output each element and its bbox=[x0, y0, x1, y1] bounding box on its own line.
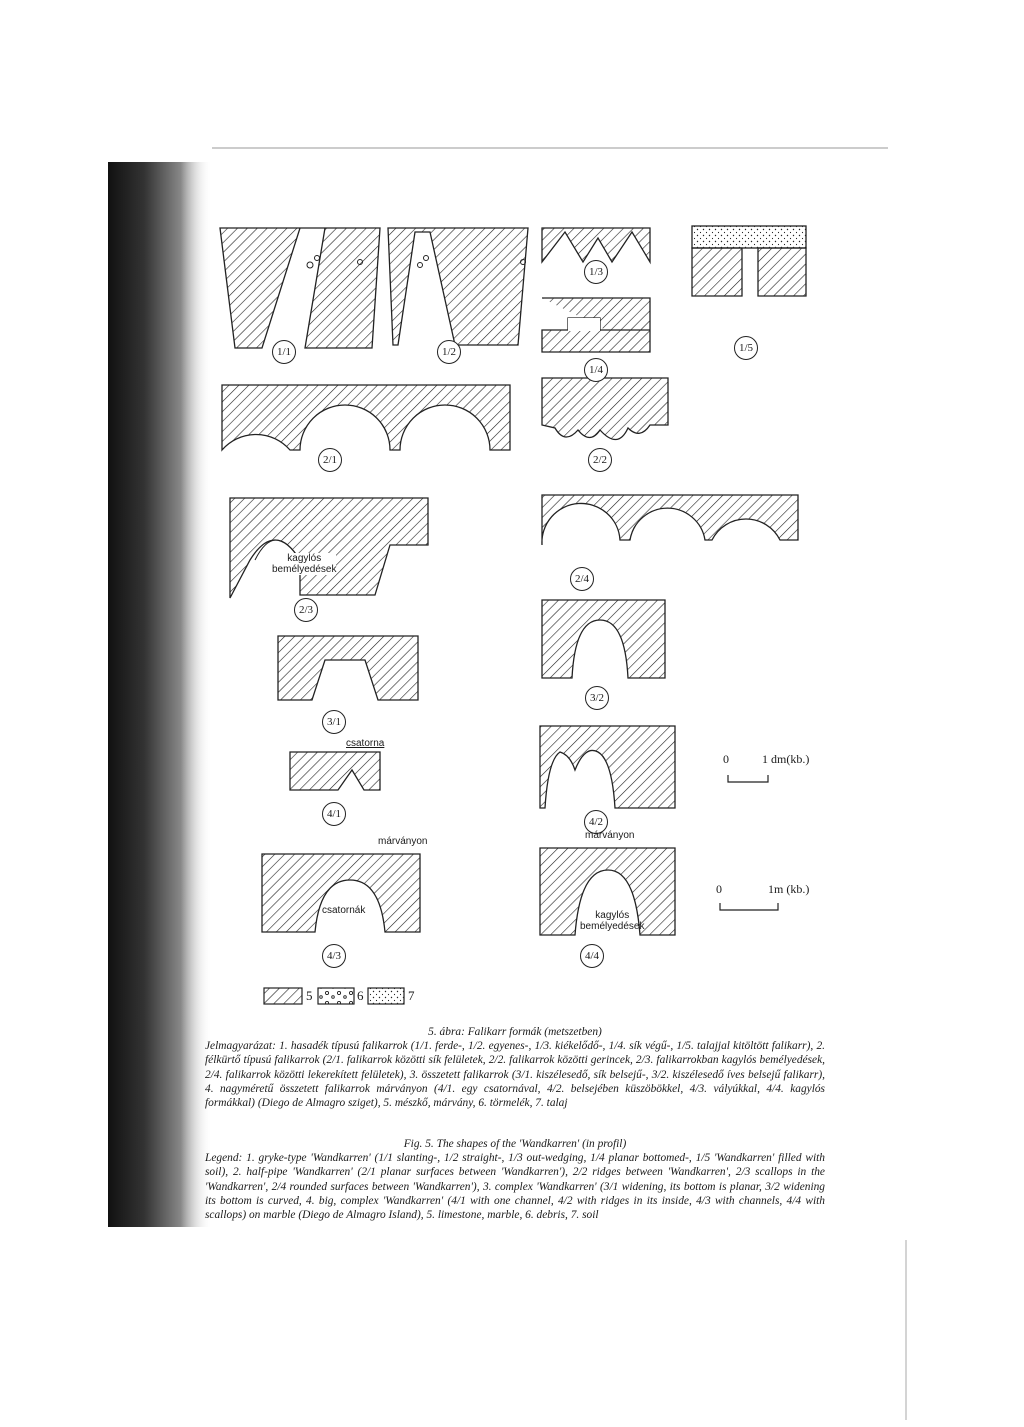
panel-label-4-3: 4/3 bbox=[322, 944, 346, 968]
caption-en-body: Legend: 1. gryke-type 'Wandkarren' (1/1 slanting-, 1/2 straight-, 1/3 out-wedging, 1/4 planar bottomed-, 1/5 'Wandkarren' filled with soil), 2. half-pipe 'Wandkarren' (2/1 planar surfaces between 'Wandkarren'), 2/2 ridges between 'Wandkarren', 2/3 scallops in the 'Wandkarren', 2/4 rounded surfaces between 'Wandkarren'), 3. complex 'Wandkarren' (3/1 widening, its bottom is planar, 3/2 widening its bottom is curved, 4. big, complex 'Wandkarren' (4/1 with one channel, 4/2 with ridges in its inside, 4/3 with channels, 4/4 with scallops) on marble (Diego de Almagro Island), 5. limestone, marble, 6. debris, 7. soil bbox=[205, 1152, 825, 1222]
panel-label-4-2: 4/2 bbox=[584, 810, 608, 834]
panel-label-2-2: 2/2 bbox=[588, 448, 612, 472]
panel-label-3-2: 3/2 bbox=[585, 686, 609, 710]
caption-hu-title: 5. ábra: Falikarr formák (metszetben) bbox=[428, 1026, 602, 1038]
legend-swatch-limestone bbox=[264, 988, 302, 1004]
annotation-csatornak: csatornák bbox=[322, 905, 366, 916]
shape-4-1 bbox=[290, 752, 380, 790]
scale-bar-m bbox=[720, 903, 778, 910]
shape-2-1 bbox=[222, 385, 510, 450]
panel-label-1-3: 1/3 bbox=[584, 260, 608, 284]
legend-swatch-debris bbox=[318, 988, 354, 1004]
shape-1-3 bbox=[542, 228, 650, 262]
panel-label-2-4: 2/4 bbox=[570, 567, 594, 591]
caption-hungarian bbox=[205, 1025, 825, 1110]
shape-1-2 bbox=[388, 228, 528, 345]
panel-label-1-4: 1/4 bbox=[584, 358, 608, 382]
shape-1-5 bbox=[692, 226, 806, 296]
scale-m-zero: 0 bbox=[716, 882, 722, 896]
panel-label-2-3: 2/3 bbox=[294, 598, 318, 622]
scale-m-label: 1m (kb.) bbox=[768, 882, 810, 896]
panel-label-1-1: 1/1 bbox=[272, 340, 296, 364]
caption-english bbox=[205, 1137, 825, 1222]
legend-label-6: 6 bbox=[357, 988, 364, 1003]
annotation-marvanyon-left: márványon bbox=[378, 836, 428, 847]
panel-label-4-4: 4/4 bbox=[580, 944, 604, 968]
shape-2-4 bbox=[542, 495, 798, 545]
annotation-marvanyon-right: márványon bbox=[585, 830, 635, 841]
binding-shadow bbox=[108, 162, 212, 1227]
shape-4-3 bbox=[262, 854, 420, 932]
annotation-kagylos-4-4: kagylós bemélyedések bbox=[580, 910, 645, 932]
legend-label-7: 7 bbox=[408, 988, 415, 1003]
shape-2-3 bbox=[230, 498, 428, 598]
annotation-kagylos-2-3: kagylós bemélyedések bbox=[272, 553, 337, 575]
panel-label-2-1: 2/1 bbox=[318, 448, 342, 472]
shape-3-1 bbox=[278, 636, 418, 700]
annotation-csatorna: csatorna bbox=[346, 738, 385, 749]
shape-4-2 bbox=[540, 726, 675, 808]
panel-label-1-5: 1/5 bbox=[734, 336, 758, 360]
legend-label-5: 5 bbox=[306, 988, 313, 1003]
scale-dm-zero: 0 bbox=[723, 752, 729, 766]
scale-bar-dm bbox=[728, 775, 768, 782]
legend-swatch-soil bbox=[368, 988, 404, 1004]
shape-3-2 bbox=[542, 600, 665, 678]
panel-label-1-2: 1/2 bbox=[437, 340, 461, 364]
caption-en-title: Fig. 5. The shapes of the 'Wandkarren' (in profil) bbox=[403, 1138, 627, 1150]
shape-1-4 bbox=[542, 298, 650, 352]
panel-label-3-1: 3/1 bbox=[322, 710, 346, 734]
caption-hu-body: Jelmagyarázat: 1. hasadék típusú falikarrok (1/1. ferde-, 1/2. egyenes-, 1/3. kiékelődő-, 1/4. sík végű-, 1/5. talajjal kitöltött falikarr), 2. félkürtő típusú falikarrok (2/1. falikarrok közötti sík felületek, 2/2. falikarrok közötti gerincek, 2/3. falikarrokban kagylós bemélyedések, 2/4. falikarrok közötti lekerekített felületek), 3. összetett falikarrok (3/1. kiszélesedő, sík belsejű-, 3/2. kiszélesedő íves belsejű falikarr), 4. nagyméretű összetett falikarrok márványon (4/1. egy csatornával, 4/2. belsejében küszöbökkel, 4/3. vályúkkal, 4/4. kagylós formákkal) (Diego de Almagro sziget), 5. mészkő, márvány, 6. törmelék, 7. talaj bbox=[205, 1040, 825, 1110]
panel-label-4-1: 4/1 bbox=[322, 802, 346, 826]
shape-1-1 bbox=[220, 228, 380, 348]
shape-2-2 bbox=[542, 378, 668, 440]
scale-dm-label: 1 dm(kb.) bbox=[762, 752, 810, 766]
